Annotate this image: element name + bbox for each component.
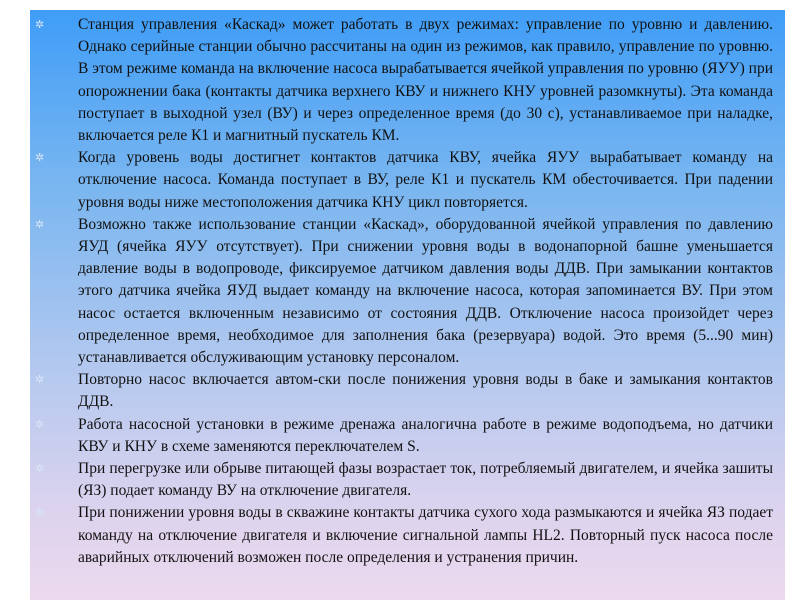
bullet-text: Когда уровень воды достигнет контактов датчика КВУ, ячейка ЯУУ вырабатывает команду на отключение насоса. Команда поступает в ВУ, реле К1 и пускатель КМ обесточивается. При падении уровня воды ниже местоположения датчика КНУ цикл повторяется. <box>78 149 773 211</box>
bullet-item <box>30 14 773 147</box>
bullet-list <box>30 10 785 569</box>
bullet-item <box>30 214 773 369</box>
bullet-item <box>30 502 773 569</box>
bullet-star-icon: ✲ <box>35 417 45 431</box>
bullet-text: Возможно также использование станции «Каскад», оборудованной ячейкой управления по давлению ЯУД (ячейка ЯУУ отсутствует). При снижении уровня воды в водонапорной башне уменьшается давление воды в водопроводе, фиксируемое датчиком давления воды ДДВ. При замыкании контактов этого датчика ячейка ЯУД выдает команду на включение насоса, которая запоминается ВУ. При этом насос остается включенным независимо от состояния ДДВ. Отключение насоса произойдет через определенное время, необходимое для заполнения бака (резервуара) водой. Это время (5...90 мин) устанавливается обслуживающим установку персоналом. <box>78 215 773 367</box>
slide <box>30 10 785 600</box>
bullet-text: Работа насосной установки в режиме дренажа аналогична работе в режиме водоподъема, но датчики КВУ и КНУ в схеме заменяются переключателем S. <box>78 415 773 455</box>
bullet-item <box>30 414 773 458</box>
bullet-star-icon: ✲ <box>35 373 45 387</box>
bullet-star-icon: ✲ <box>35 506 45 520</box>
bullet-item <box>30 147 773 214</box>
bullet-star-icon: ✲ <box>35 462 45 476</box>
bullet-text: При перегрузке или обрыве питающей фазы возрастает ток, потребляемый двигателем, и ячейка зашиты (ЯЗ) подает команду ВУ на отключение двигателя. <box>78 460 773 500</box>
bullet-star-icon: ✲ <box>35 18 45 31</box>
bullet-item <box>30 369 773 413</box>
bullet-text: При понижении уровня воды в скважине контакты датчика сухого хода размыкаются и ячейка ЯЗ подает команду на отключение двигателя и включение сигнальной лампы HL2. Повторный пуск насоса после аварийных отключений возможен после определения и устранения причин. <box>78 504 773 566</box>
bullet-item <box>30 458 773 502</box>
bullet-text: Повторно насос включается автом-ски после понижения уровня воды в баке и замыкания контактов ДДВ. <box>78 371 773 411</box>
bullet-star-icon: ✲ <box>35 217 45 231</box>
bullet-star-icon: ✲ <box>35 151 45 165</box>
bullet-text: Станция управления «Каскад» может работать в двух режимах: управление по уровню и давлению. Однако серийные станции обычно рассчитаны на один из режимов, как правило, управление по уровню. В этом режиме команда на включение насоса вырабатывается ячейкой управления по уровню (ЯУУ) при опорожнении бака (контакты датчика верхнего КВУ и нижнего КНУ уровней разомкнуты). Эта команда поступает в выходной узел (ВУ) и через определенное время (до 30 с), устанавливаемое при наладке, включается реле К1 и магнитный пускатель КМ. <box>78 16 773 145</box>
